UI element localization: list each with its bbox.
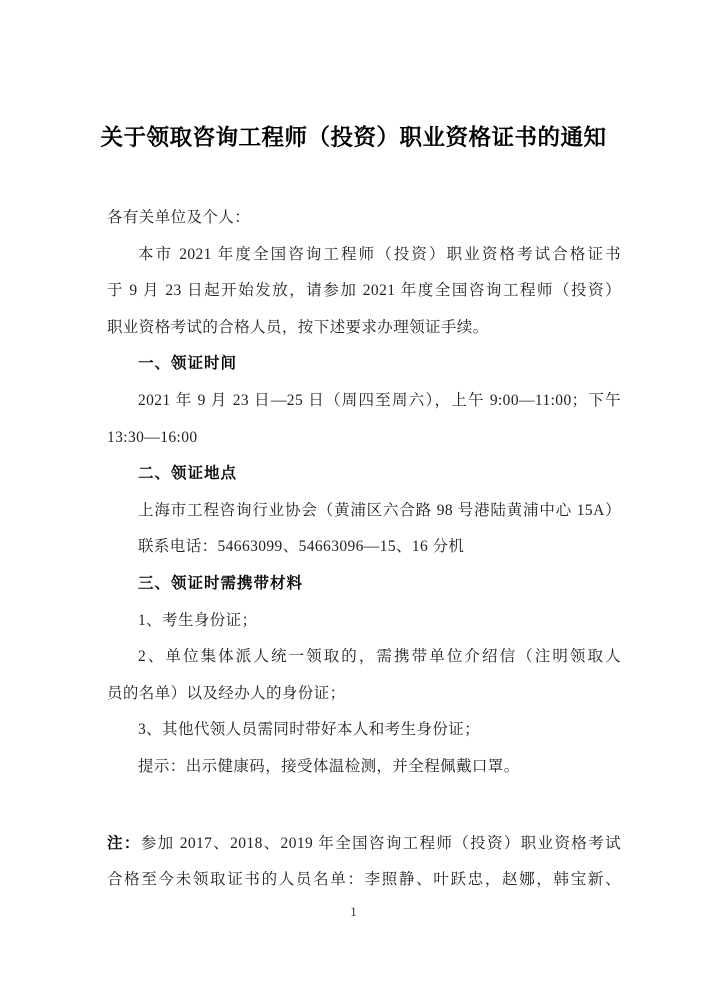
page-footer <box>0 904 707 920</box>
document-line: 三、领证时需携带材料 <box>138 574 304 592</box>
document-line: 一、领证时间 <box>138 355 238 373</box>
document-line: 本市 2021 年度全国咨询工程师（投资）职业资格考试合格证书 <box>138 245 621 263</box>
document-line: 合格至今未领取证书的人员名单：李照静、叶跃忠，赵娜，韩宝新、 <box>107 871 621 889</box>
document-line: 各有关单位及个人： <box>107 209 251 226</box>
document-line: 联系电话：54663099、54663096—15、16 分机 <box>138 538 465 556</box>
document-title: 关于领取咨询工程师（投资）职业资格证书的通知 <box>100 125 607 150</box>
document-line: 3、其他代领人员需同时带好本人和考生身份证； <box>138 721 481 739</box>
document-line: 2、单位集体派人统一领取的，需携带单位介绍信（注明领取人 <box>138 648 621 666</box>
document-line: 上海市工程咨询行业协会（黄浦区六合路 98 号港陆黄浦中心 15A） <box>138 501 621 519</box>
page-number: 1 <box>350 904 357 919</box>
document-line: 二、领证地点 <box>138 465 238 483</box>
document-line: 于 9 月 23 日起开始发放，请参加 2021 年度全国咨询工程师（投资） <box>107 282 621 300</box>
note-label: 注： <box>107 834 141 852</box>
document-line: 提示：出示健康码，接受体温检测，并全程佩戴口罩。 <box>138 757 520 775</box>
document-line: 员的名单）以及经办人的身份证； <box>107 684 346 702</box>
document-line: 1、考生身份证； <box>138 611 258 629</box>
blank-line <box>107 786 621 826</box>
document-line: 13:30—16:00 <box>107 428 198 446</box>
document-body <box>107 200 621 899</box>
document-line: 2021 年 9 月 23 日—25 日（周四至周六），上午 9:00—11:00；下午 <box>138 391 621 409</box>
document-line: 职业资格考试的合格人员，按下述要求办理领证手续。 <box>107 318 489 336</box>
document-line: 注：参加 2017、2018、2019 年全国咨询工程师（投资）职业资格考试 <box>107 834 621 852</box>
